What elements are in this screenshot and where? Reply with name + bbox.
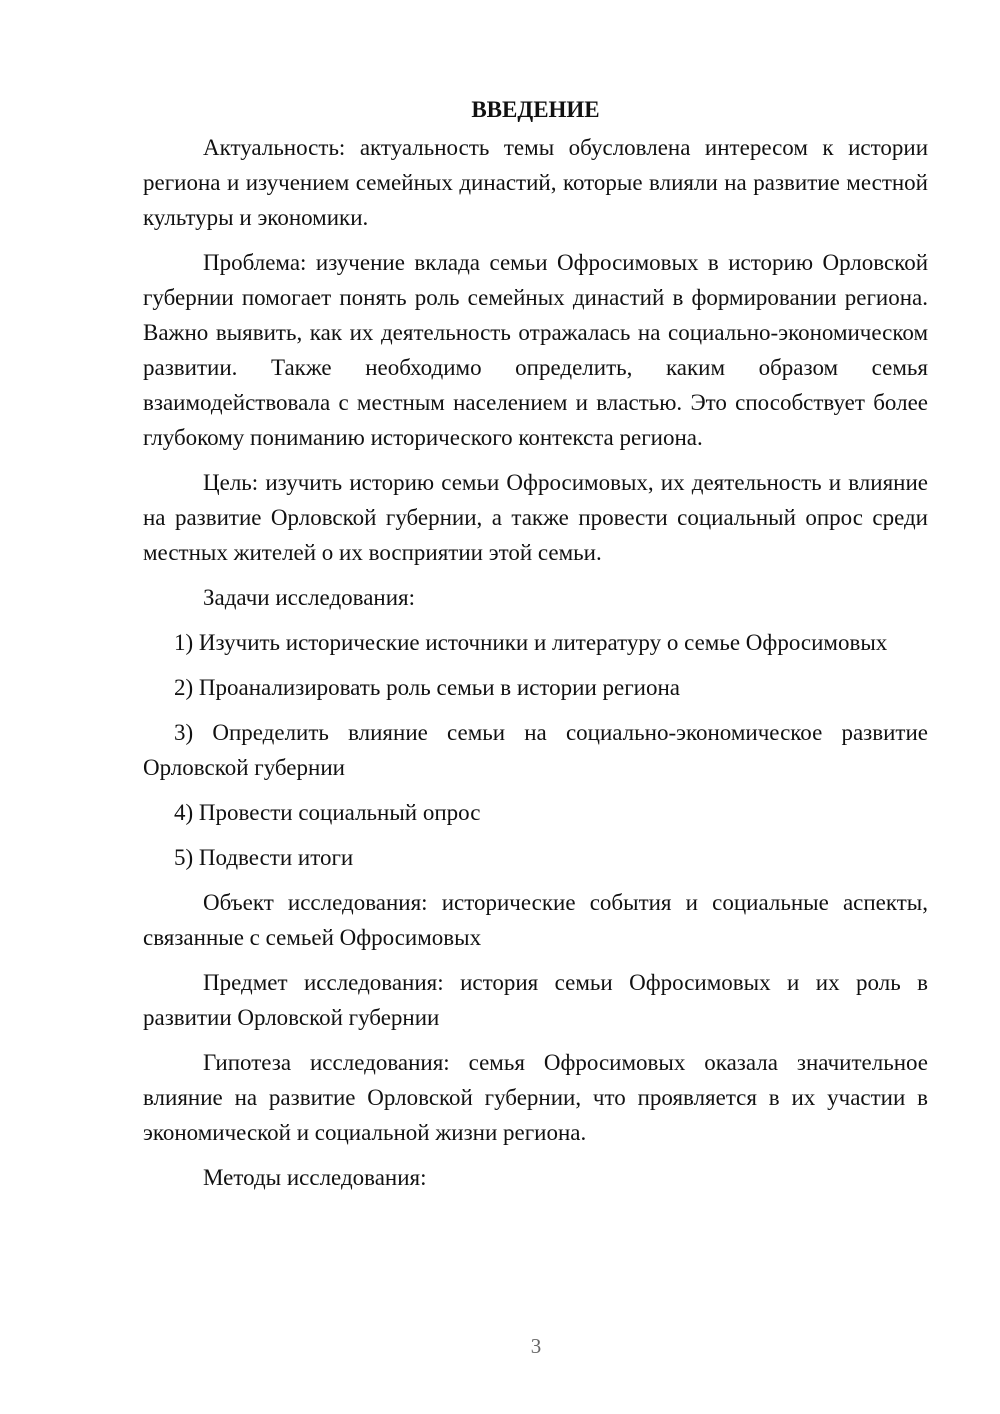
paragraph-relevance: Актуальность: актуальность темы обусловлена интересом к истории региона и изучением семейных династий, которые влияли на развитие местной культуры и экономики. bbox=[143, 135, 928, 230]
section-heading: ВВЕДЕНИЕ bbox=[471, 97, 600, 122]
paragraph-subject: Предмет исследования: история семьи Офросимовых и их роль в развитии Орловской губернии bbox=[143, 970, 928, 1030]
paragraph-tasks-intro: Задачи исследования: bbox=[203, 585, 416, 610]
task-item: 2) Проанализировать роль семьи в истории региона bbox=[174, 675, 681, 700]
task-item: 3) Определить влияние семьи на социально-экономическое развитие Орловской губернии bbox=[143, 720, 928, 780]
paragraph-goal: Цель: изучить историю семьи Офросимовых, их деятельность и влияние на развитие Орловской губернии, а также провести социальный опрос среди местных жителей о их восприятии этой семьи. bbox=[143, 470, 928, 565]
paragraph-hypothesis: Гипотеза исследования: семья Офросимовых оказала значительное влияние на развитие Орловской губернии, что проявляется в их участии в экономической и социальной жизни региона. bbox=[143, 1050, 928, 1145]
task-item: 5) Подвести итоги bbox=[174, 845, 354, 870]
task-item: 1) Изучить исторические источники и литературу о семье Офросимовых bbox=[174, 630, 888, 655]
paragraph-object: Объект исследования: исторические события и социальные аспекты, связанные с семьей Офросимовых bbox=[143, 890, 928, 950]
document-body bbox=[143, 92, 928, 1195]
page-number: 3 bbox=[530, 1334, 542, 1358]
paragraph-methods: Методы исследования: bbox=[203, 1165, 427, 1190]
task-item: 4) Провести социальный опрос bbox=[174, 800, 481, 825]
paragraph-problem: Проблема: изучение вклада семьи Офросимовых в историю Орловской губернии помогает понять роль семейных династий в формировании региона. Важно выявить, как их деятельность отражалась на социально-экономическом развитии. Также необходимо определить, каким образом семья взаимодействовала с местным населением и властью. Это способствует более глубокому пониманию исторического контекста региона. bbox=[143, 250, 928, 450]
